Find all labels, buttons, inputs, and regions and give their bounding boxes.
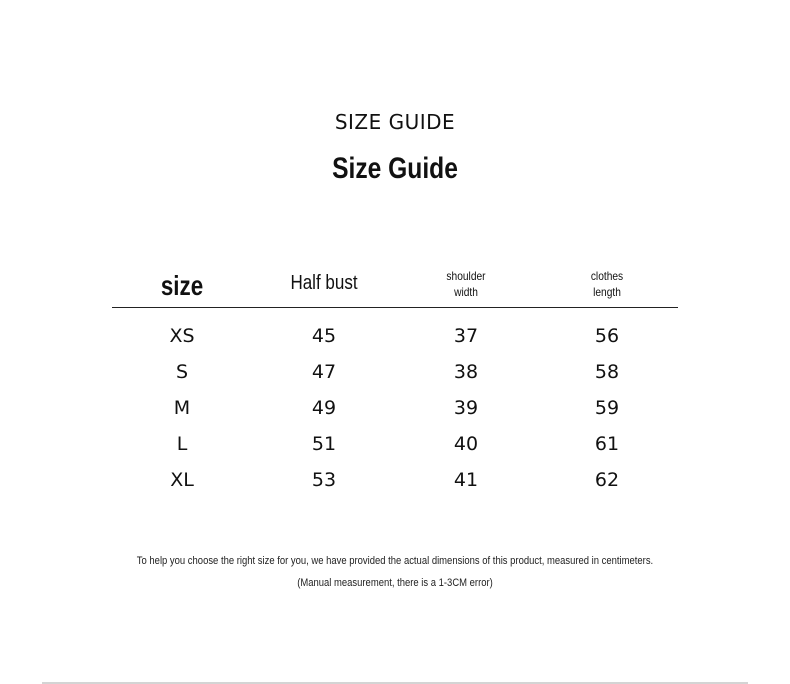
cell-shoulder-width: 39 [453,397,479,419]
size-table [112,262,678,491]
cell-half-bust: 53 [311,469,337,491]
cell-clothes-length: 61 [594,433,620,455]
cell-clothes-length: 59 [594,397,620,419]
cell-half-bust: 47 [311,361,337,383]
cell-size: XS [169,325,195,347]
cell-clothes-length: 58 [594,361,620,383]
cell-size: XL [170,469,194,491]
table-row [112,355,678,391]
size-guide-caption: SIZE GUIDE [334,110,456,134]
header-shoulder-line-1: shoulder [446,269,486,283]
cell-size: L [176,433,188,455]
table-header-row [112,262,678,308]
header-clothes-length [548,268,667,300]
cell-half-bust: 45 [311,325,337,347]
cell-half-bust: 49 [311,397,337,419]
cell-clothes-length: 62 [594,469,620,491]
measurement-error-note: (Manual measurement, there is a 1-3CM error) [297,577,493,589]
cell-size: S [175,361,189,383]
measurement-note: To help you choose the right size for you, we have provided the actual dimensions of this product, measured in centimeters. [136,555,654,567]
table-row [112,319,678,355]
cell-shoulder-width: 38 [453,361,479,383]
cell-shoulder-width: 40 [453,433,479,455]
cell-clothes-length: 56 [594,325,620,347]
cell-shoulder-width: 37 [453,325,479,347]
header-size: size [160,270,204,301]
cell-half-bust: 51 [311,433,337,455]
header-length-line-2: length [593,285,621,299]
header-length-line-1: clothes [590,269,624,283]
size-guide-title: Size Guide [332,152,458,185]
cell-shoulder-width: 41 [453,469,479,491]
table-row [112,463,678,499]
table-row [112,391,678,427]
cell-size: M [173,397,191,419]
table-row [112,427,678,463]
header-half-bust: Half bust [290,272,358,294]
header-shoulder-width [407,268,526,300]
table-body [112,319,678,499]
header-shoulder-line-2: width [454,285,478,299]
